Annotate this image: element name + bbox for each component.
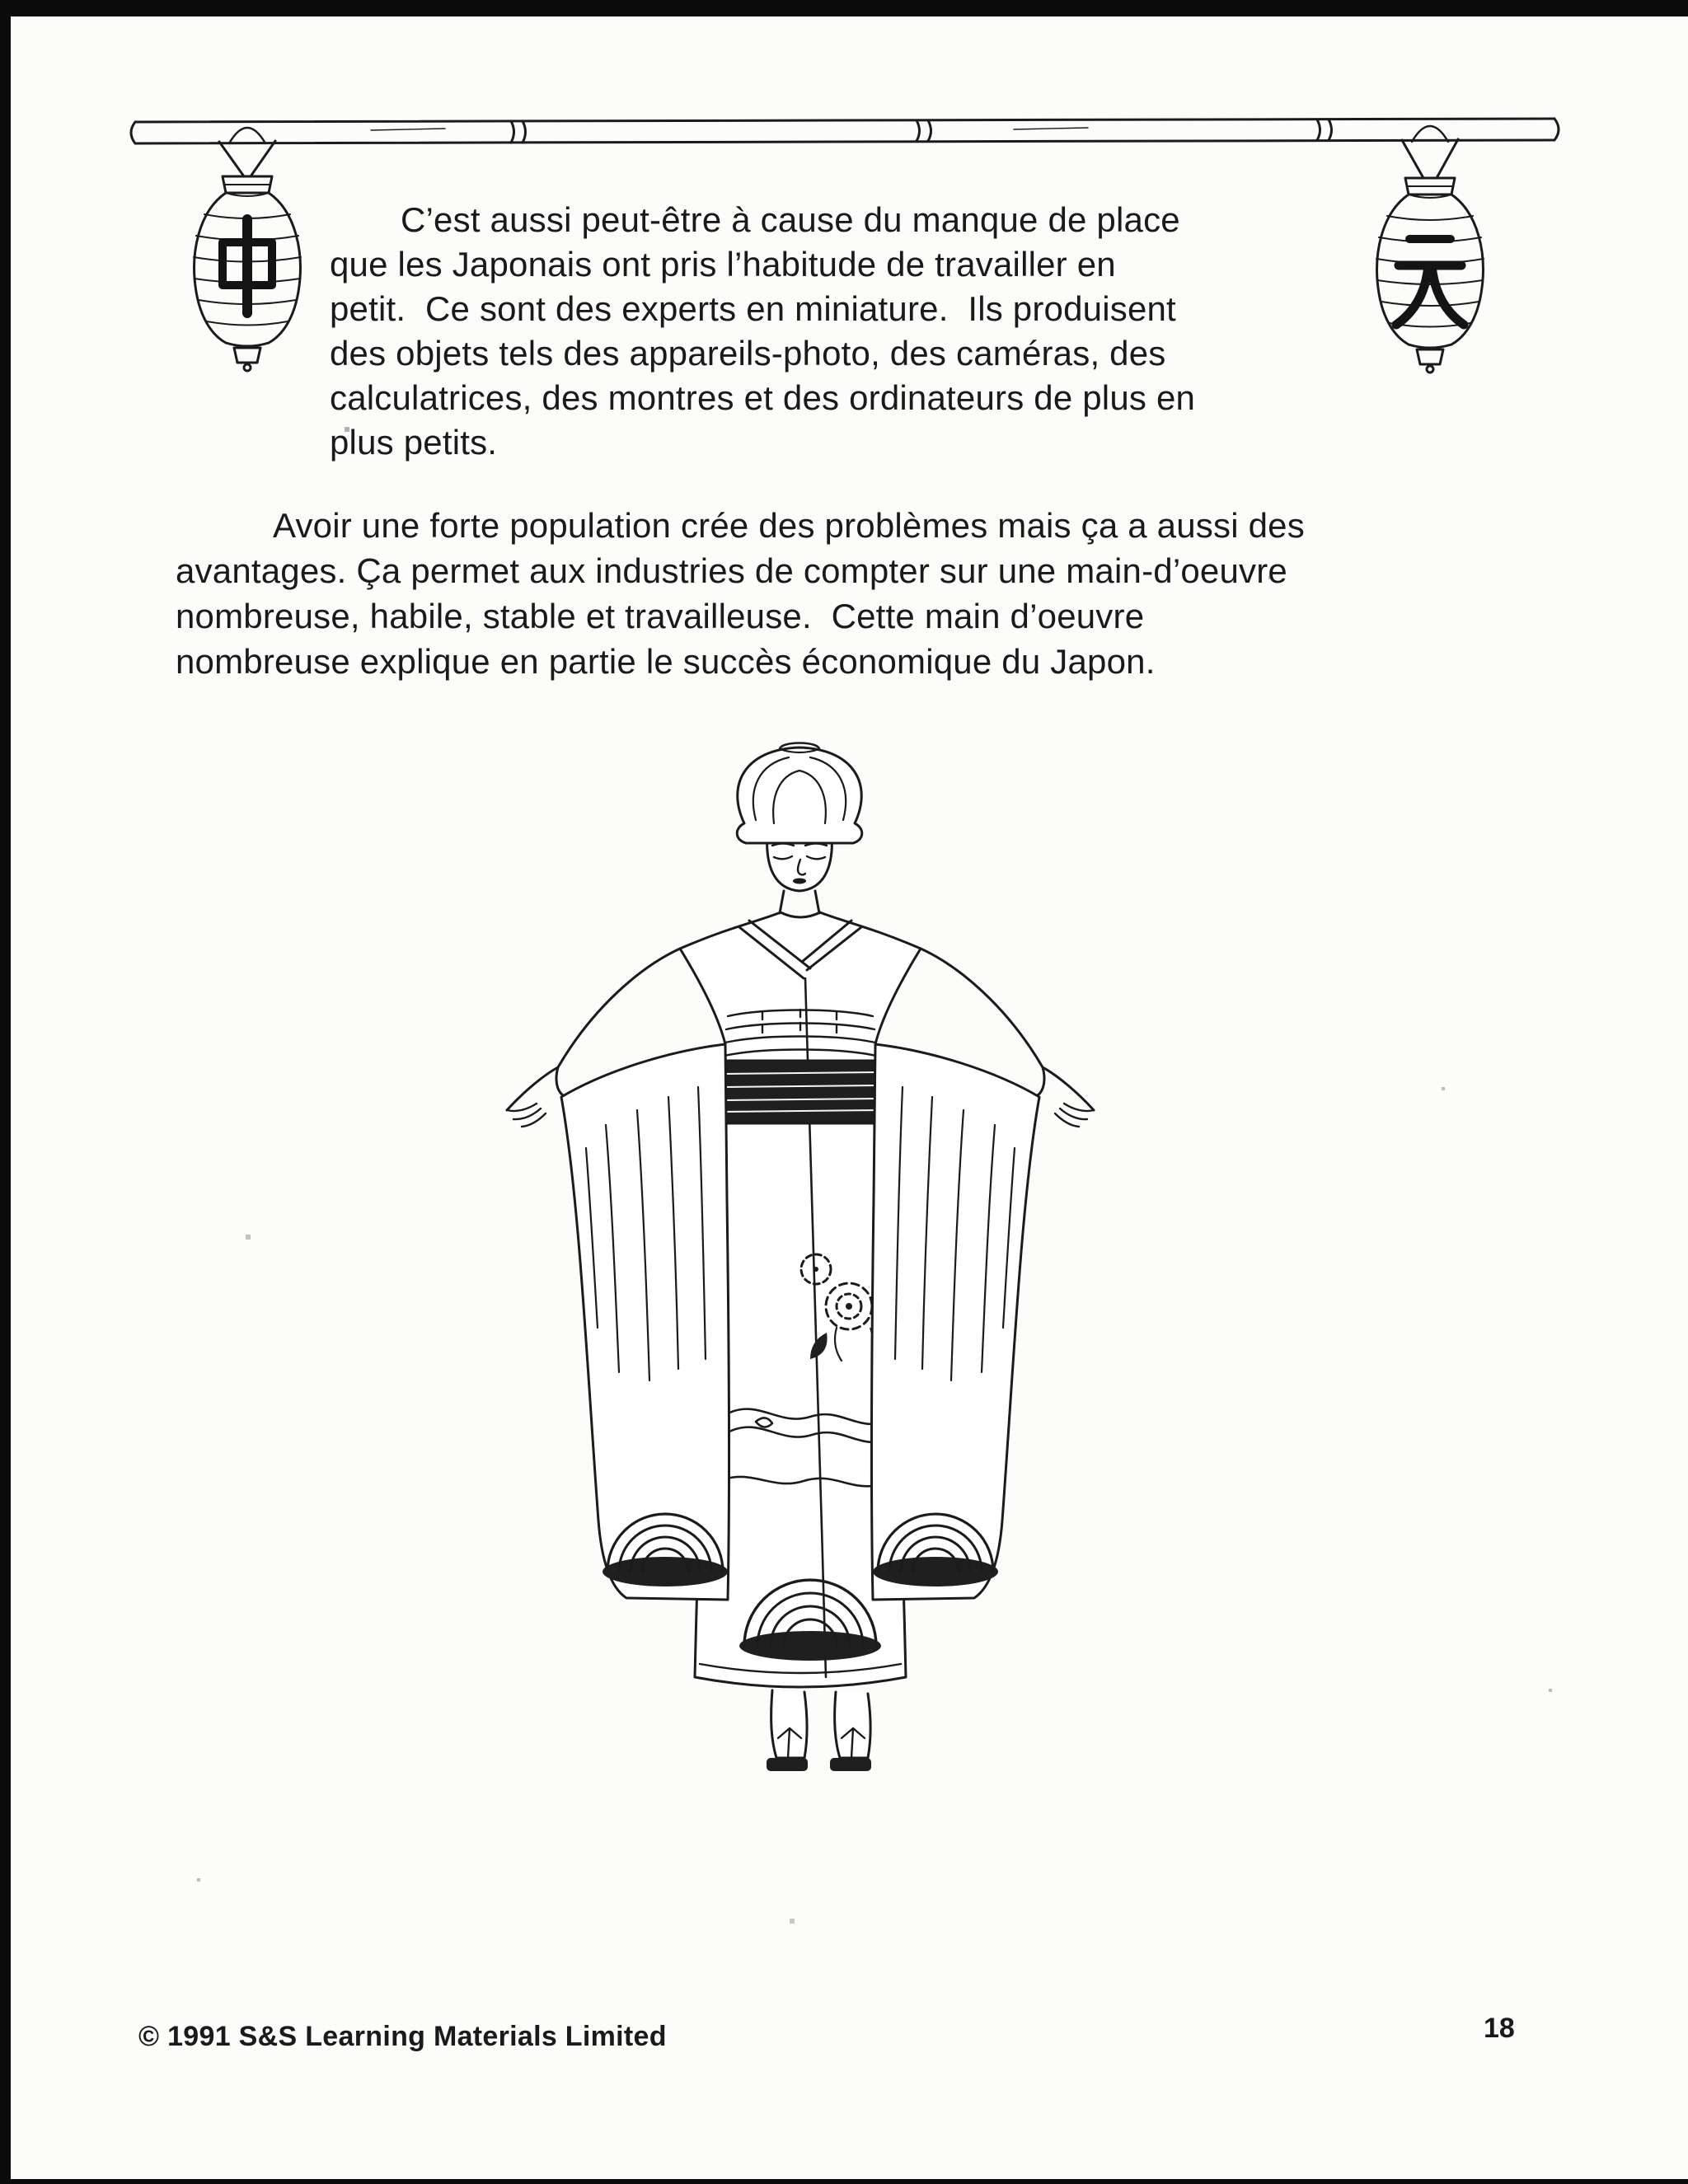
- text-line: nombreuse explique en partie le succès économique du Japon.: [176, 642, 1156, 681]
- footer-copyright: © 1991 S&S Learning Materials Limited: [138, 2021, 667, 2052]
- obi-belt: [720, 1061, 881, 1123]
- text-line: petit. Ce sont des experts en miniature. Ils produisent: [330, 289, 1176, 328]
- bamboo-pole-icon: [131, 119, 1559, 143]
- paragraph-miniature-experts: [330, 198, 1195, 465]
- scan-edge-bottom: [0, 2179, 1688, 2184]
- kanji-naka-icon: [223, 219, 272, 313]
- text-line: que les Japonais ont pris l’habitude de travailler en: [330, 245, 1116, 284]
- text-line: avantages. Ça permet aux industries de compter sur une main-d’oeuvre: [176, 551, 1287, 590]
- hair-bun: [737, 748, 862, 843]
- scan-edge-top: [0, 0, 1688, 16]
- text-line: plus petits.: [330, 423, 498, 462]
- text-line: Avoir une forte population crée des problèmes mais ça a aussi des: [273, 506, 1305, 545]
- paper-lantern-right-icon: [1376, 126, 1484, 373]
- paper-lantern-left-icon: [194, 128, 301, 371]
- head: [737, 743, 862, 914]
- scan-speckles: [0, 0, 2, 2]
- text-line: nombreuse, habile, stable et travailleuse. Cette main d’oeuvre: [176, 597, 1145, 635]
- kanji-ten-icon: [1396, 239, 1464, 325]
- paragraph-population-avantages: [176, 503, 1305, 684]
- scan-edge-left: [0, 0, 11, 2184]
- page-number: 18: [1484, 2013, 1515, 2044]
- text-line: des objets tels des appareils-photo, des caméras, des: [330, 334, 1166, 373]
- kimono-woman-illustration: [482, 738, 1125, 1809]
- text-line: calculatrices, des montres et des ordinateurs de plus en: [330, 378, 1196, 417]
- feet-and-geta: [767, 1690, 871, 1771]
- text-line: C’est aussi peut-être à cause du manque de place: [401, 200, 1180, 239]
